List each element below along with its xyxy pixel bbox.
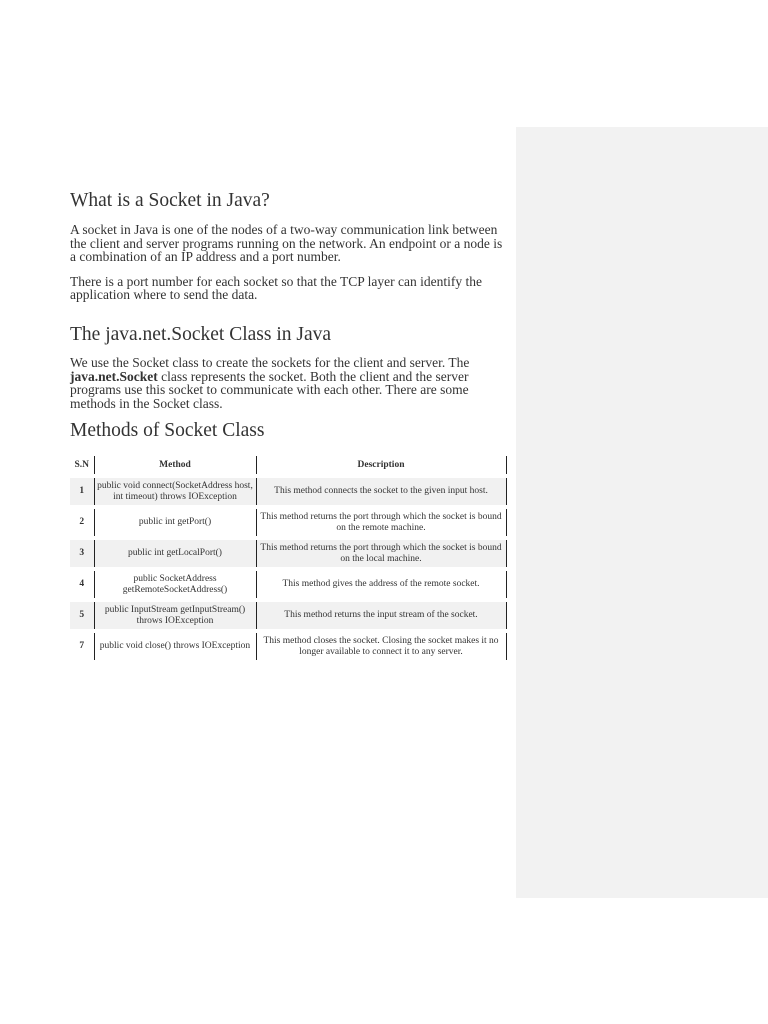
paragraph-text-part2: class represents the socket. Both the client and the server programs use this socket to communicate with each other. There are some methods in the Socket class.	[70, 368, 469, 411]
cell-method: public void connect(SocketAddress host, int timeout) throws IOException	[94, 476, 256, 507]
cell-description: This method returns the input stream of the socket.	[256, 600, 506, 631]
header-method: Method	[94, 456, 256, 476]
cell-method: public int getPort()	[94, 507, 256, 538]
cell-description: This method returns the port through which the socket is bound on the local machine.	[256, 538, 506, 569]
table-header-row	[70, 456, 506, 476]
table-row	[70, 569, 506, 600]
paragraph-port-number: There is a port number for each socket so that the TCP layer can identify the application where to send the data.	[70, 273, 482, 303]
table-row	[70, 476, 506, 507]
paragraph-text-part1: We use the Socket class to create the sockets for the client and server. The	[70, 354, 470, 370]
table-row	[70, 631, 506, 660]
cell-method: public int getLocalPort()	[94, 538, 256, 569]
cell-method: public void close() throws IOException	[94, 631, 256, 660]
table-row	[70, 600, 506, 631]
heading-socket-class: The java.net.Socket Class in Java	[70, 323, 332, 345]
cell-sn: 1	[70, 476, 94, 507]
cell-method: public SocketAddress getRemoteSocketAddress()	[94, 569, 256, 600]
heading-what-is-socket: What is a Socket in Java?	[70, 190, 270, 211]
document-content	[70, 188, 506, 660]
cell-sn: 7	[70, 631, 94, 660]
header-description: Description	[256, 456, 506, 476]
cell-description: This method closes the socket. Closing the socket makes it no longer available to connect it to any server.	[256, 631, 506, 660]
comment-margin-panel	[516, 127, 768, 898]
cell-sn: 5	[70, 600, 94, 631]
cell-description: This method connects the socket to the given input host.	[256, 476, 506, 507]
header-sn: S.N	[70, 456, 94, 476]
heading-methods: Methods of Socket Class	[70, 420, 265, 442]
cell-sn: 4	[70, 569, 94, 600]
cell-sn: 2	[70, 507, 94, 538]
methods-table	[70, 456, 507, 660]
cell-method: public InputStream getInputStream() throws IOException	[94, 600, 256, 631]
paragraph-socket-class	[70, 356, 506, 410]
table-row	[70, 507, 506, 538]
cell-sn: 3	[70, 538, 94, 569]
class-name-bold: java.net.Socket	[70, 368, 158, 384]
cell-description: This method gives the address of the remote socket.	[256, 569, 506, 600]
cell-description: This method returns the port through which the socket is bound on the remote machine.	[256, 507, 506, 538]
paragraph-socket-definition: A socket in Java is one of the nodes of a two-way communication link between the client and server programs running on the network. An endpoint or a node is a combination of an IP address and a port number.	[70, 222, 503, 265]
table-row	[70, 538, 506, 569]
